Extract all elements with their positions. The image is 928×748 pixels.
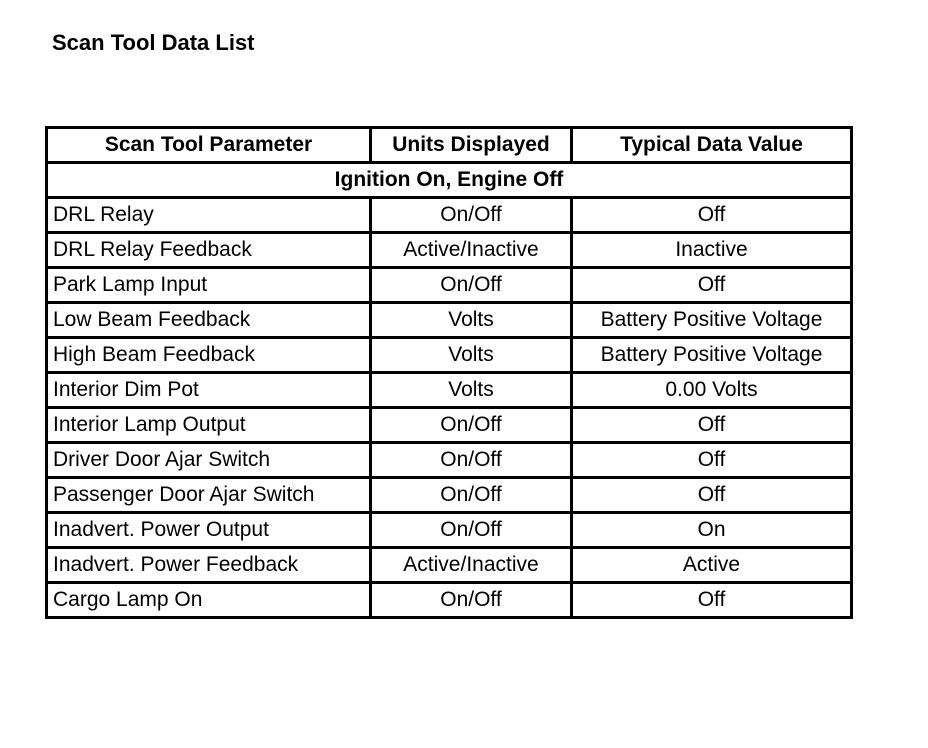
cell-units: On/Off	[371, 513, 572, 548]
cell-parameter: Inadvert. Power Output	[47, 513, 371, 548]
table-row	[47, 513, 852, 548]
cell-units: On/Off	[371, 443, 572, 478]
cell-units: Active/Inactive	[371, 233, 572, 268]
cell-parameter: High Beam Feedback	[47, 338, 371, 373]
cell-units: Active/Inactive	[371, 548, 572, 583]
cell-units: On/Off	[371, 478, 572, 513]
cell-parameter: Passenger Door Ajar Switch	[47, 478, 371, 513]
cell-units: On/Off	[371, 268, 572, 303]
cell-value: Inactive	[572, 233, 852, 268]
table-header-row	[47, 128, 852, 163]
section-row	[47, 163, 852, 198]
cell-value: Off	[572, 268, 852, 303]
cell-parameter: Interior Lamp Output	[47, 408, 371, 443]
table-row	[47, 478, 852, 513]
table-row	[47, 408, 852, 443]
cell-units: On/Off	[371, 408, 572, 443]
cell-units: On/Off	[371, 583, 572, 618]
cell-value: Battery Positive Voltage	[572, 338, 852, 373]
document-title: Scan Tool Data List	[52, 30, 255, 55]
header-units-displayed: Units Displayed	[371, 128, 572, 163]
cell-parameter: DRL Relay Feedback	[47, 233, 371, 268]
cell-parameter: Inadvert. Power Feedback	[47, 548, 371, 583]
table-row	[47, 198, 852, 233]
scan-tool-data-table	[45, 126, 853, 619]
cell-value: Off	[572, 583, 852, 618]
cell-value: Off	[572, 478, 852, 513]
cell-value: On	[572, 513, 852, 548]
cell-value: Off	[572, 443, 852, 478]
cell-units: Volts	[371, 373, 572, 408]
cell-parameter: DRL Relay	[47, 198, 371, 233]
cell-parameter: Interior Dim Pot	[47, 373, 371, 408]
header-typical-data-value: Typical Data Value	[572, 128, 852, 163]
table-row	[47, 373, 852, 408]
cell-parameter: Low Beam Feedback	[47, 303, 371, 338]
cell-value: Off	[572, 198, 852, 233]
cell-value: Active	[572, 548, 852, 583]
cell-parameter: Cargo Lamp On	[47, 583, 371, 618]
table-row	[47, 338, 852, 373]
table-row	[47, 443, 852, 478]
header-scan-tool-parameter: Scan Tool Parameter	[47, 128, 371, 163]
cell-parameter: Driver Door Ajar Switch	[47, 443, 371, 478]
cell-parameter: Park Lamp Input	[47, 268, 371, 303]
table-row	[47, 303, 852, 338]
cell-units: Volts	[371, 338, 572, 373]
table-row	[47, 583, 852, 618]
cell-value: 0.00 Volts	[572, 373, 852, 408]
table-row	[47, 548, 852, 583]
cell-value: Battery Positive Voltage	[572, 303, 852, 338]
table-row	[47, 233, 852, 268]
cell-value: Off	[572, 408, 852, 443]
table-row	[47, 268, 852, 303]
section-label: Ignition On, Engine Off	[47, 163, 852, 198]
cell-units: On/Off	[371, 198, 572, 233]
cell-units: Volts	[371, 303, 572, 338]
